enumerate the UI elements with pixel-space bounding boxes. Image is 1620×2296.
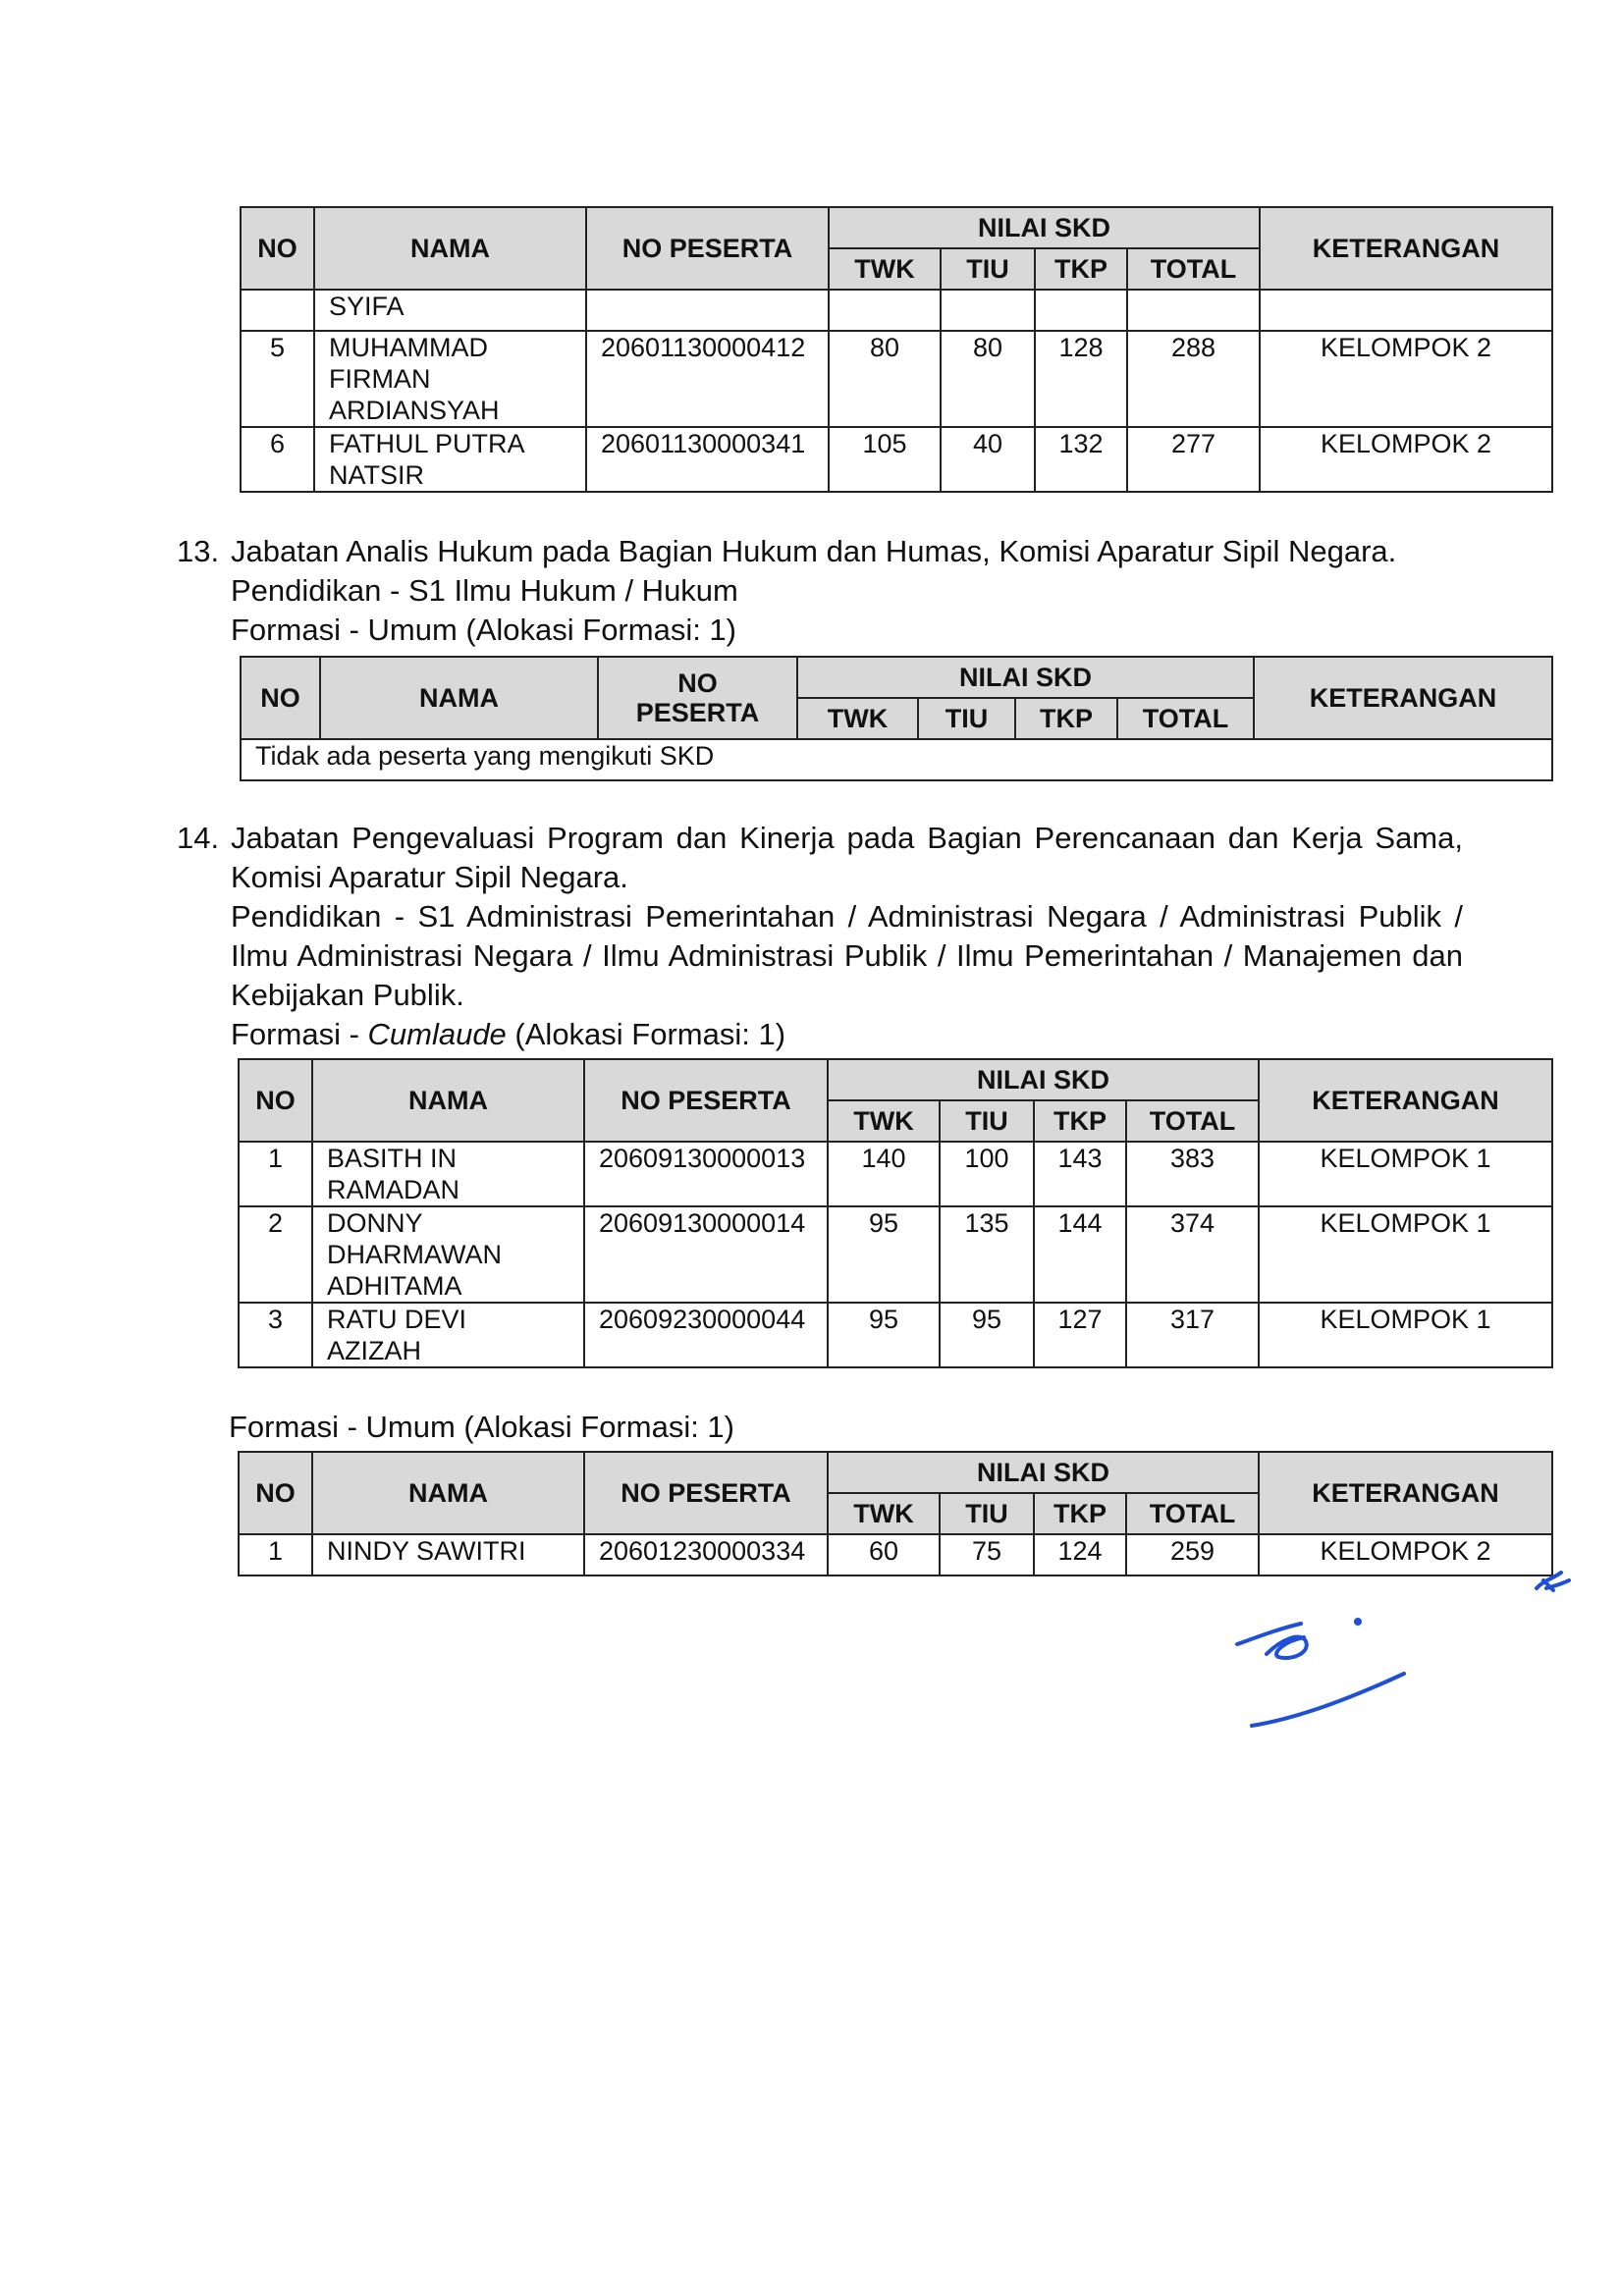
cell-nama [314,427,586,492]
header-twk: TWK [829,248,941,290]
header-no-peserta: NO PESERTA [586,207,829,290]
nama-line: DHARMAWAN [327,1240,502,1269]
cell-nama [314,290,586,331]
cell-no: 2 [239,1206,312,1303]
header-total: TOTAL [1126,1493,1259,1534]
cell-no: 6 [241,427,314,492]
header-nilai-skd: NILAI SKD [797,657,1254,698]
formasi-prefix: Formasi - [231,1017,368,1051]
cell-tiu: 40 [941,427,1035,492]
header-tiu: TIU [940,1100,1034,1142]
nama-line: FIRMAN [329,364,431,394]
cell-total: 288 [1127,331,1260,427]
header-keterangan: KETERANGAN [1260,207,1552,290]
cell-twk: 95 [828,1206,940,1303]
empty-note: Tidak ada peserta yang mengikuti SKD [241,739,1552,780]
header-twk: TWK [828,1493,940,1534]
header-nama: NAMA [314,207,586,290]
nama-line: RATU DEVI [327,1305,467,1334]
table-row [241,739,1552,780]
cell-peserta: 20601230000334 [584,1534,828,1575]
table-continuation [240,206,1553,493]
header-nilai-skd: NILAI SKD [828,1059,1259,1100]
cell-tiu: 80 [941,331,1035,427]
cell-no: 5 [241,331,314,427]
nama-line: RAMADAN [327,1175,460,1204]
cell-nama [312,1534,584,1575]
cell-nama [312,1303,584,1367]
header-tiu: TIU [941,248,1035,290]
header-nama: NAMA [312,1059,584,1142]
cell-twk: 140 [828,1142,940,1206]
nama-line: BASITH IN [327,1144,458,1173]
cell-tkp: 128 [1035,331,1127,427]
header-keterangan: KETERANGAN [1259,1059,1552,1142]
cell-tkp: 144 [1034,1206,1126,1303]
header-no: NO [239,1452,312,1534]
section-14-pendidikan-line: Kebijakan Publik. [231,978,464,1012]
cell-keterangan: KELOMPOK 2 [1259,1534,1552,1575]
header-tkp: TKP [1035,248,1127,290]
header-total: TOTAL [1127,248,1260,290]
cell-total [1127,290,1260,331]
cell-no: 3 [239,1303,312,1367]
cell-twk: 95 [828,1303,940,1367]
table-row [241,331,1552,427]
header-no-peserta [598,657,797,739]
section-14-title-line: Jabatan Pengevaluasi Program dan Kinerja pada Bagian Perencanaan dan Kerja Sama, [231,821,1463,855]
cell-tiu [941,290,1035,331]
header-nilai-skd: NILAI SKD [828,1452,1259,1493]
header-tkp: TKP [1015,698,1117,739]
header-tiu: TIU [918,698,1015,739]
header-tkp: TKP [1034,1493,1126,1534]
cell-total: 259 [1126,1534,1259,1575]
cell-tkp: 127 [1034,1303,1126,1367]
nama-line: ARDIANSYAH [329,396,500,425]
header-no-peserta: NO PESERTA [584,1059,828,1142]
cell-keterangan: KELOMPOK 1 [1259,1142,1552,1206]
header-total: TOTAL [1126,1100,1259,1142]
section-13-number: 13. [177,534,220,568]
section-14-pendidikan-line: Ilmu Administrasi Negara / Ilmu Administrasi Publik / Ilmu Pemerintahan / Manajemen dan [231,938,1463,973]
header-total: TOTAL [1117,698,1254,739]
header-no: NO [241,207,314,290]
formasi-suffix: (Alokasi Formasi: 1) [506,1017,786,1051]
nama-line: SYIFA [329,292,405,321]
header-twk: TWK [828,1100,940,1142]
header-nama: NAMA [312,1452,584,1534]
cell-total: 317 [1126,1303,1259,1367]
table-row [241,290,1552,331]
section-13-pendidikan: Pendidikan - S1 Ilmu Hukum / Hukum [231,573,738,608]
cell-total: 383 [1126,1142,1259,1206]
nama-line: NINDY SAWITRI [327,1536,526,1566]
cell-nama [312,1142,584,1206]
header-no-peserta: NO PESERTA [584,1452,828,1534]
cell-twk: 60 [828,1534,940,1575]
cell-twk: 80 [829,331,941,427]
cell-tkp: 124 [1034,1534,1126,1575]
header-keterangan: KETERANGAN [1259,1452,1552,1534]
cell-nama [314,331,586,427]
header-no: NO [241,657,320,739]
cell-tkp [1035,290,1127,331]
header-keterangan: KETERANGAN [1254,657,1552,739]
nama-line: AZIZAH [327,1336,422,1365]
cell-peserta: 20609230000044 [584,1303,828,1367]
handwritten-signature [1208,1551,1600,1747]
section-14-number: 14. [177,821,220,855]
cell-peserta: 20601130000341 [586,427,829,492]
header-nama: NAMA [320,657,598,739]
header-tkp: TKP [1034,1100,1126,1142]
cell-peserta: 20609130000013 [584,1142,828,1206]
cell-tiu: 75 [940,1534,1034,1575]
section-13-title: Jabatan Analis Hukum pada Bagian Hukum dan Humas, Komisi Aparatur Sipil Negara. [231,534,1397,568]
cell-peserta: 20609130000014 [584,1206,828,1303]
nama-line: FATHUL PUTRA [329,429,525,458]
cell-tiu: 95 [940,1303,1034,1367]
header-no-peserta-line: NO [677,668,718,698]
nama-line: NATSIR [329,460,425,490]
header-no-peserta-line: PESERTA [635,698,760,727]
section-14-formasi-umum: Formasi - Umum (Alokasi Formasi: 1) [229,1410,734,1444]
table-cumlaude [238,1058,1553,1368]
cell-twk [829,290,941,331]
cell-total: 277 [1127,427,1260,492]
header-twk: TWK [797,698,918,739]
cell-keterangan [1260,290,1552,331]
section-13-formasi: Formasi - Umum (Alokasi Formasi: 1) [231,613,736,647]
cell-no [241,290,314,331]
nama-line: DONNY [327,1208,423,1238]
cell-tkp: 132 [1035,427,1127,492]
section-14-title-line: Komisi Aparatur Sipil Negara. [231,860,628,894]
cell-no: 1 [239,1534,312,1575]
cell-total: 374 [1126,1206,1259,1303]
cell-nama [312,1206,584,1303]
cell-keterangan: KELOMPOK 1 [1259,1303,1552,1367]
cell-keterangan: KELOMPOK 1 [1259,1206,1552,1303]
cell-peserta [586,290,829,331]
header-no: NO [239,1059,312,1142]
table-section-13 [240,656,1553,781]
cell-no: 1 [239,1142,312,1206]
table-row [239,1142,1552,1206]
cell-twk: 105 [829,427,941,492]
table-row [241,427,1552,492]
nama-line: ADHITAMA [327,1271,462,1301]
header-nilai-skd: NILAI SKD [829,207,1260,248]
nama-line: MUHAMMAD [329,333,488,362]
section-14-pendidikan-line: Pendidikan - S1 Administrasi Pemerintahan / Administrasi Negara / Administrasi Publik / [231,899,1463,934]
cell-peserta: 20601130000412 [586,331,829,427]
section-14-formasi-cumlaude [231,1015,1463,1054]
table-row [239,1303,1552,1367]
cell-tiu: 100 [940,1142,1034,1206]
cell-tiu: 135 [940,1206,1034,1303]
cell-keterangan: KELOMPOK 2 [1260,427,1552,492]
table-row [239,1206,1552,1303]
cell-tkp: 143 [1034,1142,1126,1206]
cell-keterangan: KELOMPOK 2 [1260,331,1552,427]
formasi-cumlaude-italic: Cumlaude [367,1017,507,1051]
header-tiu: TIU [940,1493,1034,1534]
